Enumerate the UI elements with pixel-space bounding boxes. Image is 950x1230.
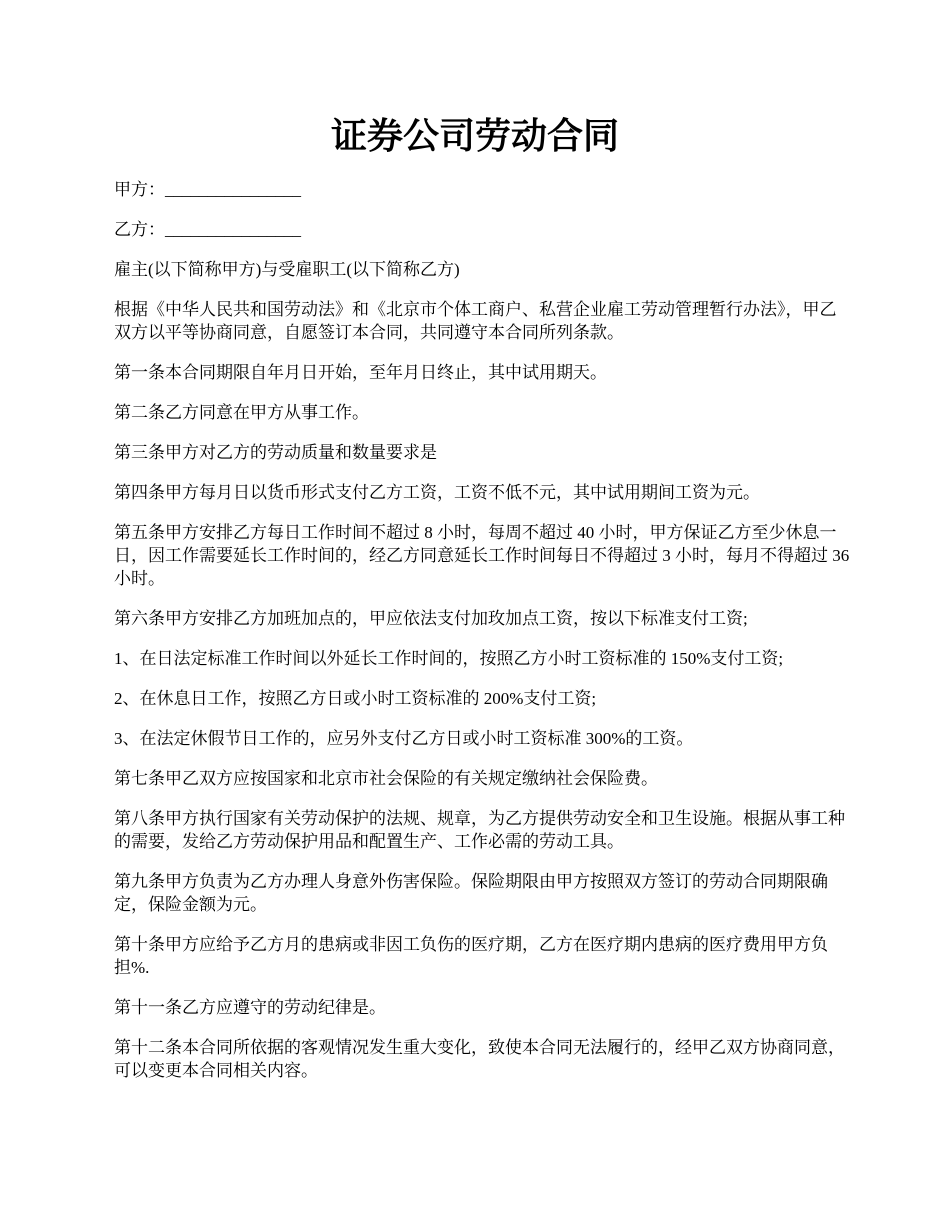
clause-6-item-1: 1、在日法定标准工作时间以外延长工作时间的，按照乙方小时工资标准的 150%支付工资; — [114, 649, 784, 668]
clause-10: 第十条甲方应给予乙方月的患病或非因工负伤的医疗期，乙方在医疗期内患病的医疗费用甲方负担%. — [114, 935, 828, 977]
clause-7: 第七条甲乙双方应按国家和北京市社会保险的有关规定缴纳社会保险费。 — [114, 769, 658, 788]
clause-2: 第二条乙方同意在甲方从事工作。 — [114, 403, 369, 422]
clause-6-item-2: 2、在休息日工作，按照乙方日或小时工资标准的 200%支付工资; — [114, 689, 597, 708]
document-body — [114, 178, 850, 1099]
clause-6-item-3: 3、在法定休假节日工作的，应另外支付乙方日或小时工资标准 300%的工资。 — [114, 729, 694, 748]
clause-5: 第五条甲方安排乙方每日工作时间不超过 8 小时，每周不超过 40 小时，甲方保证乙方至少休息一日，因工作需要延长工作时间的，经乙方同意延长工作时间每日不得超过 3 小时，每月不得超过 36 小时。 — [114, 523, 850, 588]
parties-definition: 雇主(以下简称甲方)与受雇职工(以下简称乙方) — [114, 260, 460, 279]
clause-3: 第三条甲方对乙方的劳动质量和数量要求是 — [114, 443, 437, 462]
document-title: 证券公司劳动合同 — [330, 116, 619, 156]
clause-9: 第九条甲方负责为乙方办理人身意外伤害保险。保险期限由甲方按照双方签订的劳动合同期限确定，保险金额为元。 — [114, 872, 828, 914]
party-a-line: 甲方：________________ — [114, 180, 301, 199]
clause-1: 第一条本合同期限自年月日开始，至年月日终止，其中试用期天。 — [114, 363, 607, 382]
clause-12: 第十二条本合同所依据的客观情况发生重大变化，致使本合同无法履行的，经甲乙双方协商同意，可以变更本合同相关内容。 — [114, 1038, 845, 1080]
clause-4: 第四条甲方每月日以货币形式支付乙方工资，工资不低不元，其中试用期间工资为元。 — [114, 483, 760, 502]
clause-8: 第八条甲方执行国家有关劳动保护的法规、规章，为乙方提供劳动安全和卫生设施。根据从事工种的需要，发给乙方劳动保护用品和配置生产、工作必需的劳动工具。 — [114, 809, 845, 851]
party-b-line: 乙方：________________ — [114, 220, 301, 239]
clause-11: 第十一条乙方应遵守的劳动纪律是。 — [114, 998, 386, 1017]
preamble: 根据《中华人民共和国劳动法》和《北京市个体工商户、私营企业雇工劳动管理暂行办法》，甲乙双方以平等协商同意，自愿签订本合同，共同遵守本合同所列条款。 — [114, 300, 837, 342]
clause-6: 第六条甲方安排乙方加班加点的，甲应依法支付加玫加点工资，按以下标准支付工资; — [114, 609, 748, 628]
